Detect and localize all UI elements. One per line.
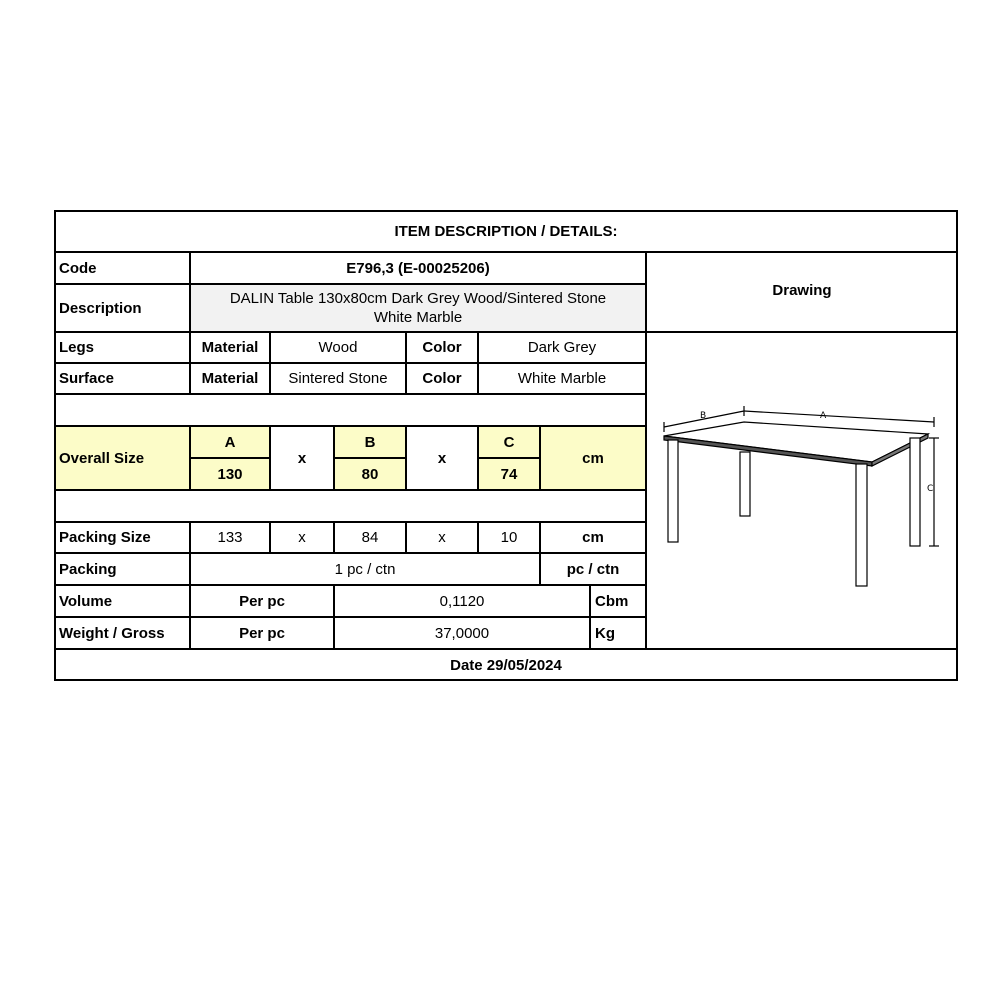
leg-front-right [856, 464, 867, 586]
leg-front-left [668, 440, 678, 542]
surface-material-value: Sintered Stone [270, 363, 406, 394]
dim-line-a [744, 411, 934, 422]
weight-unit: Kg [590, 617, 646, 649]
tabletop-front-edge [664, 436, 872, 466]
volume-value: 0,1120 [334, 585, 590, 617]
packing-unit: pc / ctn [540, 553, 646, 585]
spacer-row-2 [54, 490, 646, 522]
packing-size-x-2: x [406, 522, 478, 553]
description-line-2: White Marble [373, 309, 463, 326]
packing-size-b: 84 [334, 522, 406, 553]
table-drawing [650, 398, 950, 598]
leg-back-left [740, 452, 750, 516]
leg-back-right [910, 438, 920, 546]
surface-label: Surface [54, 363, 190, 394]
weight-label: Weight / Gross [54, 617, 190, 649]
dim-label-c: C [927, 484, 934, 494]
overall-b-value: 80 [334, 458, 406, 490]
surface-material-label: Material [190, 363, 270, 394]
description-value [190, 284, 646, 332]
code-value: E796,3 (E-00025206) [190, 252, 646, 284]
packing-label: Packing [54, 553, 190, 585]
overall-c-value: 74 [478, 458, 540, 490]
date-footer: Date 29/05/2024 [54, 649, 958, 681]
volume-unit: Cbm [590, 585, 646, 617]
code-label: Code [54, 252, 190, 284]
legs-material-label: Material [190, 332, 270, 363]
legs-color-label: Color [406, 332, 478, 363]
overall-c-label: C [478, 426, 540, 458]
description-label: Description [54, 284, 190, 332]
weight-per: Per pc [190, 617, 334, 649]
spacer-row [54, 394, 646, 426]
packing-size-x-1: x [270, 522, 334, 553]
packing-size-c: 10 [478, 522, 540, 553]
overall-a-value: 130 [190, 458, 270, 490]
volume-label: Volume [54, 585, 190, 617]
packing-size-label: Packing Size [54, 522, 190, 553]
weight-value: 37,0000 [334, 617, 590, 649]
legs-material-value: Wood [270, 332, 406, 363]
overall-x-1: x [270, 426, 334, 490]
volume-per: Per pc [190, 585, 334, 617]
dim-label-b: B [700, 411, 707, 421]
surface-color-label: Color [406, 363, 478, 394]
overall-x-2: x [406, 426, 478, 490]
packing-size-a: 133 [190, 522, 270, 553]
dim-label-a: A [820, 411, 827, 421]
legs-color-value: Dark Grey [478, 332, 646, 363]
packing-size-unit: cm [540, 522, 646, 553]
overall-a-label: A [190, 426, 270, 458]
drawing-label: Drawing [646, 252, 958, 332]
overall-b-label: B [334, 426, 406, 458]
surface-color-value: White Marble [478, 363, 646, 394]
description-line-1: DALIN Table 130x80cm Dark Grey Wood/Sintered Stone [229, 290, 607, 307]
overall-unit: cm [540, 426, 646, 490]
packing-value: 1 pc / ctn [190, 553, 540, 585]
sheet-title: ITEM DESCRIPTION / DETAILS: [54, 210, 958, 252]
overall-size-label: Overall Size [54, 426, 190, 490]
legs-label: Legs [54, 332, 190, 363]
